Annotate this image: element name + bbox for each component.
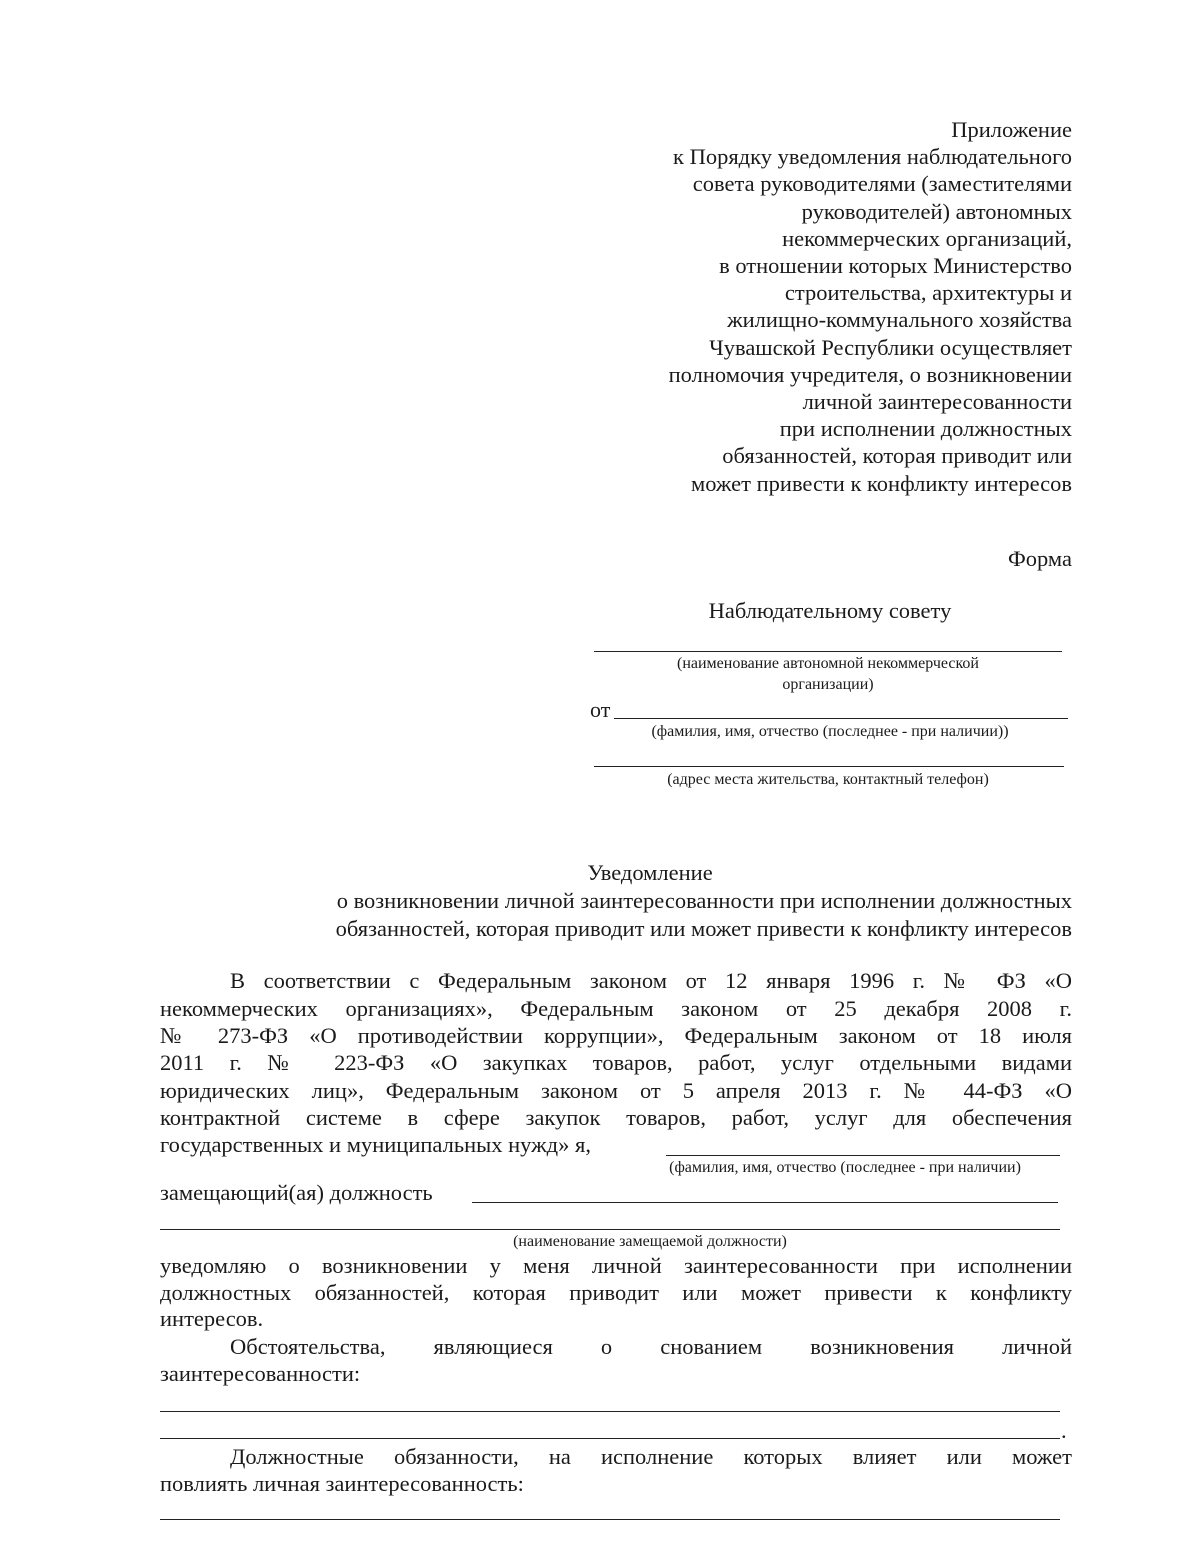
appendix-line: некоммерческих организаций, bbox=[782, 225, 1072, 251]
notice-subtitle: о возникновении личной заинтересованности при исполнении должностных bbox=[336, 888, 1072, 913]
appendix-line: полномочия учредителя, о возникновении bbox=[668, 361, 1072, 387]
body-line: должностных обязанностей, которая приводит или может привести к конфликту bbox=[160, 1280, 1072, 1305]
body-line: Должностные обязанности, на исполнение которых влияет или может bbox=[230, 1444, 1072, 1469]
body-line: контрактной системе в сфере закупок товаров, работ, услуг для обеспечения bbox=[160, 1105, 1072, 1130]
body-line: повлиять личная заинтересованность: bbox=[160, 1471, 524, 1496]
org-name-field[interactable] bbox=[594, 651, 1062, 652]
form-label: Форма bbox=[1007, 546, 1072, 571]
sender-name-field[interactable] bbox=[614, 718, 1068, 719]
from-label: от bbox=[590, 697, 611, 722]
body-line: № 273-ФЗ «О противодействии коррупции», Федеральным законом от 18 июля bbox=[160, 1023, 1072, 1048]
addressee-title: Наблюдательному совету bbox=[708, 598, 952, 623]
duties-field[interactable] bbox=[160, 1519, 1060, 1520]
position-label: замещающий(ая) должность bbox=[160, 1180, 433, 1205]
body-line: В соответствии с Федеральным законом от 12 января 1996 г. № ФЗ «О bbox=[230, 968, 1072, 993]
appendix-line: личной заинтересованности bbox=[802, 389, 1072, 415]
appendix-line: при исполнении должностных bbox=[779, 416, 1072, 442]
notice-subtitle: обязанностей, которая приводит или может привести к конфликту интересов bbox=[335, 916, 1072, 941]
body-line: государственных и муниципальных нужд» я, bbox=[160, 1132, 591, 1157]
appendix-line: совета руководителями (заместителями bbox=[692, 171, 1072, 197]
body-line: некоммерческих организациях», Федеральным законом от 25 декабря 2008 г. bbox=[160, 996, 1072, 1021]
org-name-caption: организации) bbox=[782, 676, 874, 693]
position-caption: (наименование замещаемой должности) bbox=[513, 1233, 787, 1250]
appendix-line: к Порядку уведомления наблюдательного bbox=[673, 144, 1072, 170]
sender-name-caption: (фамилия, имя, отчество (последнее - при наличии)) bbox=[651, 723, 1009, 740]
appendix-line: строительства, архитектуры и bbox=[784, 280, 1072, 306]
body-line: интересов. bbox=[160, 1306, 264, 1331]
appendix-header bbox=[560, 116, 1072, 497]
appendix-line: обязанностей, которая приводит или bbox=[722, 443, 1072, 469]
body-line: уведомляю о возникновении у меня личной заинтересованности при исполнении bbox=[160, 1253, 1072, 1278]
body-line: юридических лиц», Федеральным законом от 5 апреля 2013 г. № 44-ФЗ «О bbox=[160, 1078, 1072, 1103]
position-field[interactable] bbox=[472, 1202, 1058, 1203]
body-line: Обстоятельства, являющиеся о снованием возникновения личной bbox=[230, 1334, 1072, 1359]
circumstances-field-continued[interactable] bbox=[160, 1438, 1060, 1439]
appendix-line: Приложение bbox=[951, 117, 1072, 142]
body-line: заинтересованности: bbox=[160, 1361, 361, 1386]
appendix-line: руководителей) автономных bbox=[801, 198, 1072, 224]
notice-title: Уведомление bbox=[587, 860, 713, 885]
circumstances-field[interactable] bbox=[160, 1411, 1060, 1412]
org-name-caption: (наименование автономной некоммерческой bbox=[676, 655, 979, 672]
appendix-line: жилищно-коммунального хозяйства bbox=[727, 307, 1072, 333]
applicant-name-field[interactable] bbox=[666, 1155, 1060, 1156]
applicant-name-caption: (фамилия, имя, отчество (последнее - при наличии) bbox=[669, 1159, 1021, 1176]
appendix-line: в отношении которых Министерство bbox=[719, 253, 1072, 279]
appendix-line: Чувашской Республики осуществляет bbox=[709, 334, 1072, 360]
position-field-continued[interactable] bbox=[160, 1229, 1060, 1230]
sender-address-field[interactable] bbox=[594, 766, 1064, 767]
sender-address-caption: (адрес места жительства, контактный телефон) bbox=[667, 771, 989, 788]
appendix-line: может привести к конфликту интересов bbox=[690, 470, 1072, 496]
body-line: 2011 г. № 223-ФЗ «О закупках товаров, работ, услуг отдельными видами bbox=[160, 1050, 1072, 1075]
line-end-dot: . bbox=[1061, 1418, 1067, 1443]
